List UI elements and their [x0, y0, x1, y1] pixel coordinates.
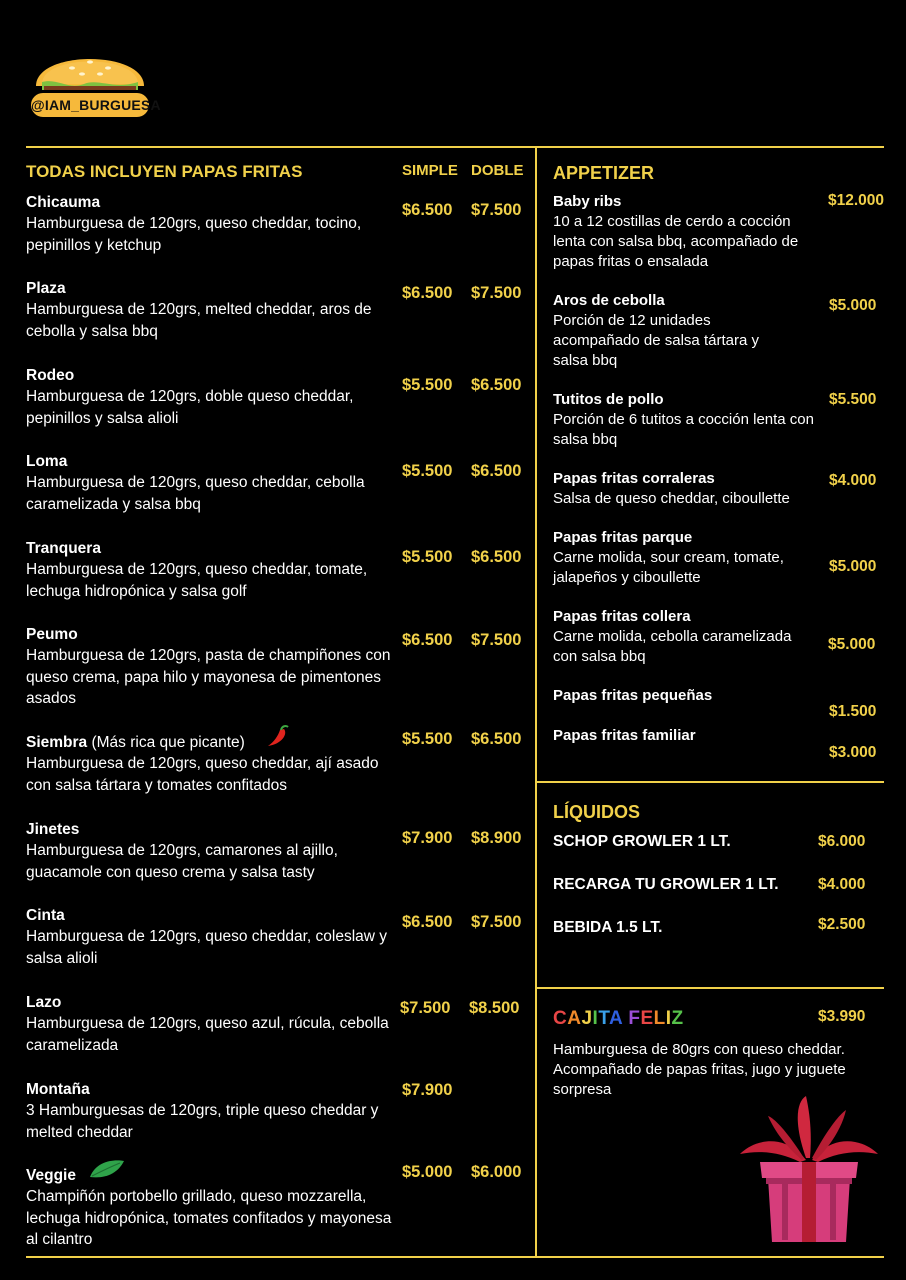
item-name: Plaza	[26, 280, 66, 297]
item-description: Hamburguesa de 120grs, queso azul, rúcula, cebolla caramelizada	[26, 1015, 389, 1054]
menu-item-rodeo	[26, 366, 406, 429]
item-description: Porción de 6 tutitos a cocción lenta con salsa bbq	[553, 411, 814, 448]
cajita-feliz-title	[553, 1008, 684, 1030]
item-description: Champiñón portobello grillado, queso mozzarella, lechuga hidropónica, tomates confitados y mayonesa al cilantro	[26, 1188, 392, 1248]
item-price: $5.000	[829, 297, 877, 314]
price-doble: $6.500	[471, 462, 522, 480]
price-simple: $5.500	[402, 462, 453, 480]
menu-item-jinetes	[26, 820, 406, 883]
cajita-title-letter: C	[553, 1008, 568, 1029]
item-description: Hamburguesa de 120grs, queso cheddar, cebolla caramelizada y salsa bbq	[26, 474, 365, 513]
menu-item-loma	[26, 452, 406, 515]
item-description: Hamburguesa de 120grs, pasta de champiñones con queso crema, papa hilo y mayonesa de pimentones asados	[26, 647, 391, 707]
menu-item-lazo	[26, 993, 406, 1056]
item-price: $5.000	[829, 558, 877, 575]
item-description: Hamburguesa de 120grs, queso cheddar, ají asado con salsa tártara y tomates confitados	[26, 755, 379, 794]
item-name: Veggie	[26, 1167, 76, 1184]
top-divider	[26, 146, 884, 148]
price-simple: $6.500	[402, 631, 453, 649]
cajita-title-letter: F	[628, 1008, 641, 1029]
price-doble: $7.500	[471, 284, 522, 302]
liquidos-title: LÍQUIDOS	[553, 802, 641, 822]
menu-item-plaza	[26, 279, 406, 342]
price-simple: $7.900	[402, 1081, 453, 1099]
item-description: 10 a 12 costillas de cerdo a cocción lenta con salsa bbq, acompañado de papas fritas o ensalada	[553, 213, 799, 270]
item-description: 3 Hamburguesas de 120grs, triple queso cheddar y melted cheddar	[26, 1102, 379, 1141]
item-name: Papas fritas collera	[553, 608, 691, 625]
menu-item-montana	[26, 1080, 406, 1143]
cajita-title-letter: Z	[671, 1008, 684, 1029]
item-name: Baby ribs	[553, 193, 622, 210]
item-description: Hamburguesa de 120grs, doble queso cheddar, pepinillos y salsa alioli	[26, 388, 354, 427]
burgers-header: TODAS INCLUYEN PAPAS FRITAS	[26, 162, 303, 181]
item-name: Tranquera	[26, 540, 101, 557]
appetizer-item-papas-parque	[553, 528, 818, 588]
item-description: Porción de 12 unidades acompañado de salsa tártara y salsa bbq	[553, 312, 759, 369]
price-simple: $5.000	[402, 1163, 453, 1181]
cajita-price: $3.990	[818, 1008, 866, 1025]
cajita-description: Hamburguesa de 80grs con queso cheddar. Acompañado de papas fritas, jugo y juguete sorpresa	[553, 1041, 846, 1098]
item-name: Papas fritas parque	[553, 529, 693, 546]
cajita-title-letter: J	[581, 1008, 593, 1029]
simple-column-header: SIMPLE	[402, 162, 458, 179]
price-doble: $7.500	[471, 913, 522, 931]
item-name: Tutitos de pollo	[553, 391, 664, 408]
item-name: Loma	[26, 453, 68, 470]
item-description: Carne molida, sour cream, tomate, jalapeños y ciboullette	[553, 549, 784, 586]
drink-item-recarga-growler: RECARGA TU GROWLER 1 LT.	[553, 876, 779, 893]
price-simple: $6.500	[402, 913, 453, 931]
cajita-title-letter: A	[567, 1008, 582, 1029]
menu-item-tranquera	[26, 539, 406, 602]
brand-logo	[28, 28, 161, 122]
item-name: Peumo	[26, 626, 78, 643]
item-name: Jinetes	[26, 821, 80, 838]
price-simple: $6.500	[402, 284, 453, 302]
appetizer-item-papas-familiar	[553, 726, 818, 746]
gift-box-icon	[736, 1094, 882, 1244]
price-simple: $5.500	[402, 730, 453, 748]
cajita-title-letter: T	[598, 1008, 610, 1029]
menu-item-peumo	[26, 625, 406, 710]
price-simple: $5.500	[402, 376, 453, 394]
price-simple: $7.900	[402, 829, 453, 847]
price-doble: $8.500	[469, 999, 520, 1017]
cajita-title-letter: L	[653, 1008, 666, 1029]
item-name: Lazo	[26, 994, 62, 1011]
column-divider	[535, 148, 537, 1256]
cajita-title-letter: I	[665, 1008, 672, 1029]
appetizer-item-tutitos-de-pollo	[553, 390, 818, 450]
item-description: Hamburguesa de 120grs, camarones al ajillo, guacamole con queso crema y salsa tasty	[26, 842, 338, 881]
item-price: $2.500	[818, 916, 866, 933]
item-description: Salsa de queso cheddar, ciboullette	[553, 490, 790, 507]
item-name: Siembra	[26, 734, 88, 751]
item-description: Hamburguesa de 120grs, melted cheddar, aros de cebolla y salsa bbq	[26, 301, 372, 340]
menu-item-cinta	[26, 906, 406, 969]
item-price: $4.000	[818, 876, 866, 893]
item-description: Hamburguesa de 120grs, queso cheddar, tomate, lechuga hidropónica y salsa golf	[26, 561, 368, 600]
menu-item-siembra	[26, 733, 406, 796]
appetizer-divider	[537, 781, 884, 783]
price-simple: $7.500	[400, 999, 451, 1017]
item-description: Hamburguesa de 120grs, queso cheddar, coleslaw y salsa alioli	[26, 928, 388, 967]
item-description: Carne molida, cebolla caramelizada con salsa bbq	[553, 628, 792, 665]
price-doble: $6.500	[471, 730, 522, 748]
item-name: Cinta	[26, 907, 65, 924]
appetizer-item-baby-ribs	[553, 192, 818, 272]
appetizer-item-papas-pequenas	[553, 686, 818, 706]
appetizer-item-papas-collera	[553, 607, 818, 667]
item-price: $5.000	[828, 636, 876, 653]
liquidos-divider	[537, 987, 884, 989]
price-doble: $6.500	[471, 376, 522, 394]
cajita-title-letter: A	[609, 1008, 623, 1029]
item-name: Montaña	[26, 1081, 90, 1098]
price-doble: $6.000	[471, 1163, 522, 1181]
appetizer-title: APPETIZER	[553, 163, 655, 183]
item-price: $6.000	[818, 833, 866, 850]
chili-pepper-icon	[264, 724, 292, 750]
price-simple: $6.500	[402, 201, 453, 219]
price-doble: $6.500	[471, 548, 522, 566]
appetizer-item-aros-de-cebolla	[553, 291, 818, 371]
menu-item-veggie	[26, 1166, 406, 1251]
bottom-divider	[26, 1256, 884, 1258]
item-note: (Más rica que picante)	[91, 734, 245, 751]
price-doble: $8.900	[471, 829, 522, 847]
item-name: Papas fritas corraleras	[553, 470, 715, 487]
item-price: $12.000	[828, 192, 885, 209]
item-name: Papas fritas familiar	[553, 727, 696, 744]
item-name: Aros de cebolla	[553, 292, 665, 309]
price-doble: $7.500	[471, 631, 522, 649]
item-price: $4.000	[829, 472, 877, 489]
price-simple: $5.500	[402, 548, 453, 566]
drink-item-bebida: BEBIDA 1.5 LT.	[553, 919, 663, 936]
item-price: $3.000	[829, 744, 877, 761]
brand-handle: @IAM_BURGUESA	[28, 90, 152, 120]
item-name: Papas fritas pequeñas	[553, 687, 713, 704]
cajita-title-letter: E	[640, 1008, 654, 1029]
item-description: Hamburguesa de 120grs, queso cheddar, tocino, pepinillos y ketchup	[26, 215, 362, 254]
cajita-title-letter: I	[592, 1008, 599, 1029]
item-price: $1.500	[829, 703, 877, 720]
drink-item-schop-growler: SCHOP GROWLER 1 LT.	[553, 833, 731, 850]
appetizer-item-papas-corraleras	[553, 469, 818, 509]
price-doble: $7.500	[471, 201, 522, 219]
item-price: $5.500	[829, 391, 877, 408]
menu-item-chicauma	[26, 193, 406, 256]
item-name: Chicauma	[26, 194, 101, 211]
doble-column-header: DOBLE	[471, 162, 524, 179]
item-name: Rodeo	[26, 367, 75, 384]
leaf-icon	[88, 1157, 126, 1181]
